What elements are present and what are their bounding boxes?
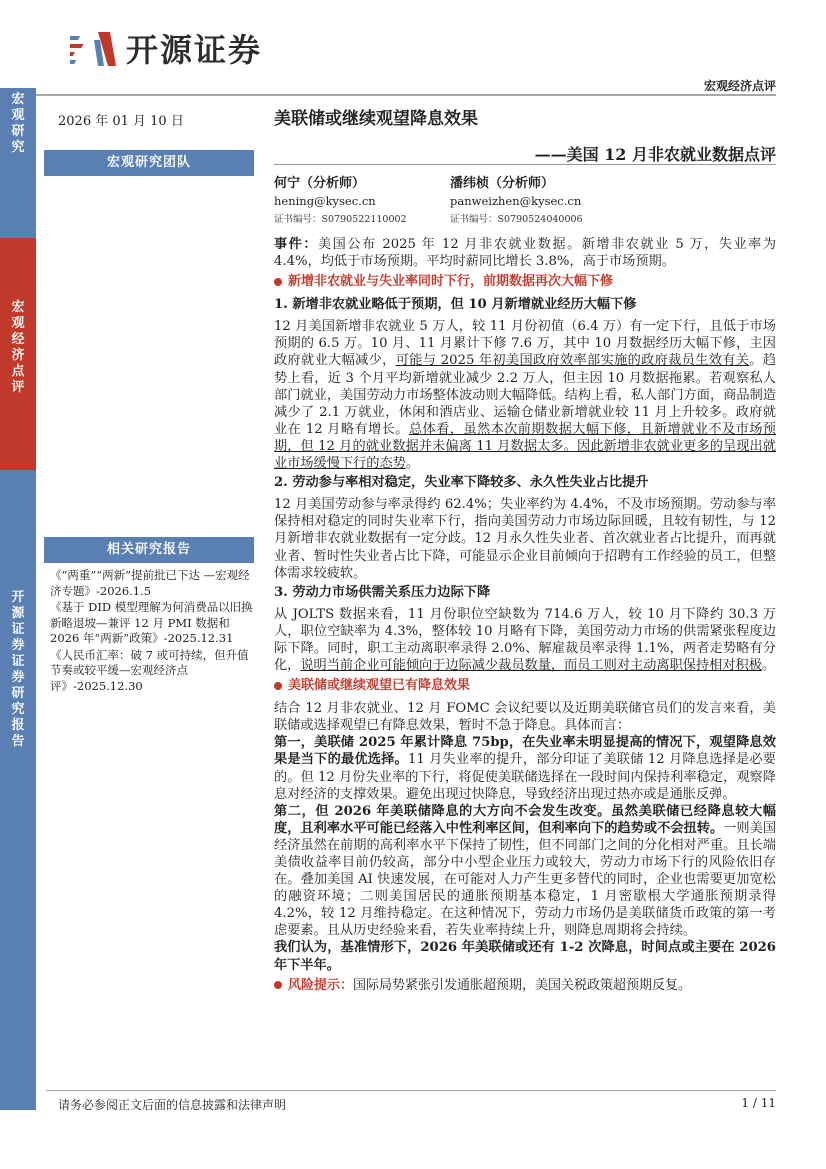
side-label-middle: 宏观经济点评 bbox=[11, 300, 25, 395]
report-title: 美联储或继续观望降息效果 bbox=[274, 109, 478, 129]
report-type-label: 宏观经济点评 bbox=[703, 79, 776, 93]
red-bullet-icon bbox=[274, 682, 282, 690]
report-subtitle: ——美国 12 月非农就业数据点评 bbox=[534, 145, 776, 164]
analyst-email[interactable]: panweizhen@kysec.cn bbox=[450, 194, 582, 208]
paragraph bbox=[274, 734, 776, 802]
side-label-bottom: 开源证券 证券研究报告 bbox=[11, 590, 25, 749]
kaiyuan-logo-icon bbox=[70, 26, 120, 70]
footer-disclaimer: 请务必参阅正文后面的信息披露和法律声明 bbox=[58, 1098, 287, 1112]
text-span: 。 bbox=[761, 658, 776, 674]
subsection-heading: 3. 劳动力市场供需关系压力边际下降 bbox=[274, 584, 491, 600]
analyst-name: 何宁（分析师） bbox=[274, 176, 366, 191]
report-date: 2026 年 01 月 10 日 bbox=[58, 114, 184, 129]
red-bullet-icon bbox=[274, 278, 282, 286]
red-bullet-icon bbox=[274, 981, 282, 989]
event-text: 美国公布 2025 年 12 月非农就业数据。新增非农就业 5 万，失业率为 4.4%，均低于市场预期。平均时薪同比增长 3.8%，高于市场预期。 bbox=[274, 237, 777, 270]
page-number: 1 / 11 bbox=[741, 1096, 776, 1110]
underlined-text: 说明当前企业可能倾向于边际减少裁员数量，而员工则对主动离职保持相对积极 bbox=[300, 658, 762, 674]
footer-divider bbox=[46, 1090, 776, 1091]
text-span: 一则美国经济虽然在前期的高利率水平下保持了韧性，但不同部门之间的分化相对严重。且长端美债收益率目前仍较高，部分中小型企业压力或较大，劳动力市场下行的风险依旧存在。叠加美国 AI 快速发展，在可能对人力产生更多替代的同时，企业也需要更加宽松的融资环境；二则美国居民的通胀预期基本稳定，1 月密歇根大学通胀预期录得 4.2%，较 12 月维持稳定。在这种情况下，劳动力市场仍是美联储货币政策的第一考虑要素。且从历史经验来看，若失业率持续上升，则降息周期将会持续。 bbox=[274, 820, 777, 939]
analyst-card bbox=[274, 176, 407, 227]
paragraph: 12 月美国劳动参与率录得约 62.4%；失业率约为 4.4%，不及市场预期。劳动参与率保持相对稳定的同时失业率下行，指向美国劳动力市场边际回暖，且较有韧性，与 12 月新增非农就业数据有一定分歧。12 月永久性失业者、首次就业者占比提升，而再就业者、暂时性失业者占比下降，可能显示企业目前倾向于招聘有工作经验的员工，但整体需求较疲软。 bbox=[274, 497, 776, 581]
title-divider bbox=[274, 164, 776, 165]
related-report-item[interactable]: 《“两重”“两新”提前批已下达 —宏观经济专题》-2026.1.5 bbox=[50, 568, 250, 598]
text-span: 11 月失业率的提升，部分印证了美联储 12 月降息选择是必要的。但 12 月份失业率的下行，将促使美联储选择在一段时间内保持利率稳定，观察降息对经济的支撑效果。避免出现过快降息，导致经济出现过热亦或是通胀反弹。 bbox=[274, 752, 776, 802]
text-span: 从 JOLTS 数据来看，11 月份职位空缺数为 714.6 万人，较 10 月下降约 30.3 万人，职位空缺率为 4.3%，整体较 10 月略有下降，美国劳动力市场的供需紧张程度边际下降。同时，职工主动离职率录得 2.0%、解雇裁员率录得 1.1%，两者走势略有分化， bbox=[274, 606, 776, 674]
risk-text: 国际局势紧张引发通胀超预期，美国关税政策超预期反复。 bbox=[353, 977, 692, 993]
section-heading bbox=[274, 677, 776, 694]
side-label-top: 宏观研究 bbox=[11, 92, 25, 155]
side-strip-top bbox=[0, 88, 36, 238]
related-reports-list bbox=[50, 568, 258, 695]
event-paragraph bbox=[274, 236, 776, 270]
event-label: 事件： bbox=[274, 237, 319, 252]
related-reports-label: 相关研究报告 bbox=[44, 537, 254, 563]
conclusion-paragraph: 我们认为，基准情形下，2026 年美联储或还有 1-2 次降息，时间点或主要在 2026 年下半年。 bbox=[274, 940, 776, 973]
paragraph bbox=[274, 606, 776, 674]
related-report-item[interactable]: 《基于 DID 模型理解为何消费品以旧换新略退坡—兼评 12 月 PMI 数据和 2026 年“两新”政策》-2025.12.31 bbox=[50, 600, 253, 645]
analyst-license: 证书编号：S0790522110002 bbox=[274, 214, 407, 225]
risk-label: 风险提示： bbox=[288, 977, 354, 993]
subsection-heading: 1. 新增非农就业略低于预期，但 10 月新增就业经历大幅下修 bbox=[274, 297, 637, 313]
brand-name: 开源证券 bbox=[126, 31, 263, 69]
side-strip-bottom bbox=[0, 470, 36, 1110]
analyst-email[interactable]: hening@kysec.cn bbox=[274, 194, 376, 208]
paragraph bbox=[274, 318, 776, 472]
bold-text: 第一，美联储 2025 年累计降息 75bp，在失业率未明显提高的情况下，观望降息效果是当下的最优选择。 bbox=[274, 735, 776, 768]
paragraph: 结合 12 月非农就业、12 月 FOMC 会议纪要以及近期美联储官员们的发言来看，美联储或选择观望已有降息效果，暂时不急于降息。具体而言： bbox=[274, 701, 776, 734]
risk-line bbox=[274, 977, 776, 994]
side-strip-middle bbox=[0, 238, 36, 470]
team-label: 宏观研究团队 bbox=[44, 150, 254, 176]
text-span: 12 月美国新增非农就业 5 万人，较 11 月份初值（6.4 万）有一定下行，且低于市场预期的 6.5 万。10 月、11 月累计下修 7.6 万，其中 10 月数据经历大幅下修，主因政府就业大幅减少， bbox=[274, 319, 776, 369]
report-body bbox=[274, 236, 776, 1000]
bold-text: 第二，但 2026 年美联储降息的大方向不会发生改变。虽然美联储已经降息较大幅度，且利率水平可能已经落入中性利率区间，但利率向下的趋势或不会扭转。 bbox=[274, 803, 776, 836]
section-heading-text: 新增非农就业与失业率同时下行，前期数据再次大幅下修 bbox=[288, 274, 614, 290]
section-heading bbox=[274, 273, 776, 290]
text-span: 。 bbox=[405, 456, 420, 472]
related-report-item[interactable]: 《人民币汇率：破 7 或可持续，但升值节奏或较平缓—宏观经济点评》-2025.12.30 bbox=[50, 647, 249, 693]
analyst-license: 证书编号：S0790524040006 bbox=[450, 214, 583, 225]
underlined-text: 可能与 2025 年初美国政府效率部实施的政府裁员生效有关 bbox=[395, 353, 750, 369]
text-span: 。趋势上看，近 3 个月平均新增就业减少 2.2 万人，但主因 10 月数据拖累。若观察私人部门就业，美国劳动力市场整体波动则大幅降低。结构上看，私人部门方面，商品制造减少了 2.1 万就业，休闲和酒店业、运输仓储业新增就业较 11 月上升较多。政府就业在 12 月略有增长。 bbox=[274, 353, 777, 437]
paragraph bbox=[274, 803, 776, 940]
header-divider bbox=[0, 94, 776, 96]
analyst-name: 潘纬桢（分析师） bbox=[450, 176, 555, 191]
brand-logo bbox=[70, 26, 262, 70]
analyst-card bbox=[450, 176, 583, 227]
underlined-text: 总体看，虽然本次前期数据大幅下修，且新增就业不及市场预期，但 12 月的就业数据并未偏离 11 月数据太多。因此新增非农就业更多的呈现出就业市场缓慢下行的态势 bbox=[274, 421, 776, 472]
section-heading-text: 美联储或继续观望已有降息效果 bbox=[288, 678, 471, 694]
subsection-heading: 2. 劳动参与率相对稳定，失业率下降较多、永久性失业占比提升 bbox=[274, 475, 649, 491]
